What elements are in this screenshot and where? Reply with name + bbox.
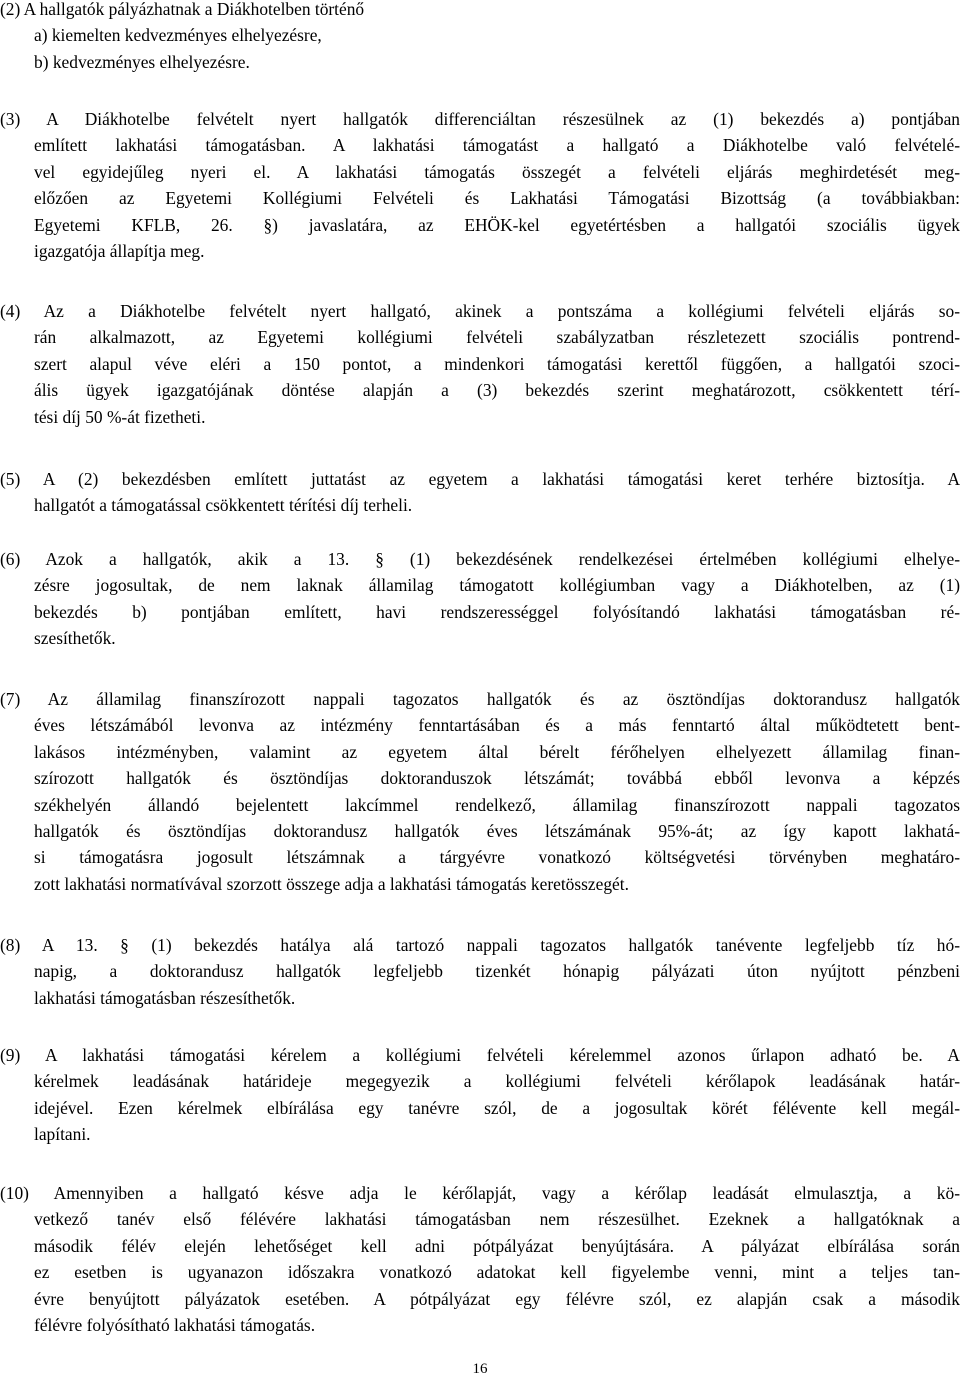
text-line: hallgatót a támogatással csökkentett térítési díj terheli. (34, 495, 413, 516)
text-line: előzően az Egyetemi Kollégiumi Felvételi és Lakhatási Támogatási Bizottság (a továbbiakban: (34, 188, 960, 209)
paragraph-p5 (0, 466, 960, 519)
text-line: (4) Az a Diákhotelbe felvételt nyert hallgató, akinek a pontszáma a kollégiumi felvételi eljárás so- (0, 301, 960, 321)
paragraph-p6 (0, 546, 960, 652)
text-line: lakhatási támogatásban részesíthetők. (34, 987, 296, 1008)
text-line: székhelyén állandó bejelentett lakcímmel rendelkező, államilag finanszírozott nappali tagozatos (34, 794, 960, 815)
text-line: második félév elején lehetőséget kell adni pótpályázat benyújtására. A pályázat elbírálása során (34, 1235, 960, 1256)
text-line: ez esetben is ugyanazon időszakra vonatkozó adatokat kell figyelembe venni, mint a teljes tan- (34, 1262, 960, 1283)
text-line: tési díj 50 %-át fizetheti. (34, 406, 206, 427)
text-line: ális ügyek igazgatójának döntése alapján a (3) bekezdés szerint meghatározott, csökkentett térí- (34, 380, 960, 401)
text-line: vel egyidejűleg nyeri el. A lakhatási támogatás összegét a felvételi eljárás meghirdetését meg- (34, 161, 960, 182)
text-line: zott lakhatási normatívával szorzott összege adja a lakhatási támogatás keretösszegét. (34, 873, 629, 894)
text-line: rán alkalmazott, az Egyetemi kollégiumi felvételi szabályzatban részletezett szociális pontrend- (34, 327, 960, 348)
text-line: vetkező tanév első félévére lakhatási támogatásban nem részesülhet. Ezeknek a hallgatóknak a (34, 1209, 960, 1230)
paragraph-p4 (0, 298, 960, 430)
page-number: 16 (472, 1361, 488, 1377)
text-line: említett lakhatási támogatásban. A lakhatási támogatást a hallgató a Diákhotelbe való felvételé- (34, 135, 960, 156)
text-line: hallgatók és ösztöndíjas doktorandusz hallgatók éves létszámának 95%-át; az így kapott lakhatá- (34, 820, 960, 841)
text-line: (8) A 13. § (1) bekezdés hatálya alá tartozó nappali tagozatos hallgatók tanévente legfeljebb tíz hó- (0, 935, 960, 955)
text-line: szírozott hallgatók és ösztöndíjas doktoranduszok létszámát; továbbá ebből levonva a képzés (34, 768, 960, 789)
text-line: kérelmek leadásának határideje megegyezik a kollégiumi felvételi kérőlapok leadásának határ- (34, 1071, 960, 1092)
text-line: félévre folyósítható lakhatási támogatás. (34, 1314, 316, 1335)
text-line: (6) Azok a hallgatók, akik a 13. § (1) bekezdésének rendelkezései értelmében kollégiumi elhelye- (0, 549, 960, 569)
paragraph-p3 (0, 106, 960, 264)
text-line: (5) A (2) bekezdésben említett juttatást az egyetem a lakhatási támogatási keret terhére biztosítja. A (0, 469, 960, 489)
paragraph-p10 (0, 1180, 960, 1338)
text-line: igazgatója állapítja meg. (34, 240, 205, 261)
text-line: (3) A Diákhotelbe felvételt nyert hallgatók differenciáltan részesülnek az (1) bekezdés a) pontjában (0, 109, 960, 129)
text-line: zésre jogosultak, de nem laknak államilag támogatott kollégiumban vagy a Diákhotelben, az (1) (34, 575, 960, 596)
text-line: (10) Amennyiben a hallgató késve adja le kérőlapját, vagy a kérőlap leadását elmulasztja, a kö- (0, 1183, 960, 1203)
text-line: (9) A lakhatási támogatási kérelem a kollégiumi felvételi kérelemmel azonos űrlapon adható be. A (0, 1045, 960, 1065)
text-line: (7) Az államilag finanszírozott nappali tagozatos hallgatók és az ösztöndíjas doktorandusz hallgatók (0, 689, 960, 709)
paragraph-p2 (0, 0, 960, 75)
text-line: si támogatásra jogosult létszámnak a tárgyévre vonatkozó költségvetési törvényben meghatáro- (34, 847, 960, 868)
text-line: éves létszámából levonva az intézmény fenntartásában és a más fenntartó által működtetett bent- (34, 715, 960, 736)
paragraph-p8 (0, 932, 960, 1011)
text-line: szert alapul véve eléri a 150 pontot, a mindenkori támogatási kerettől függően, a hallgatói szoci- (34, 353, 960, 374)
text-line: napig, a doktorandusz hallgatók legfeljebb tizenkét hónapig pályázati úton nyújtott pénzbeni (34, 961, 960, 982)
text-line: lapítani. (34, 1124, 91, 1145)
text-line: a) kiemelten kedvezményes elhelyezésre, (34, 25, 322, 46)
text-line: Egyetemi KFLB, 26. §) javaslatára, az EHÖK-kel egyetértésben a hallgatói szociális ügyek (34, 214, 960, 235)
paragraph-p7 (0, 686, 960, 897)
text-line: b) kedvezményes elhelyezésre. (34, 51, 250, 72)
text-line: lakásos intézményben, valamint az egyetem által bérelt férőhelyen elhelyezett államilag finan- (34, 741, 960, 762)
paragraph-p9 (0, 1042, 960, 1148)
text-line: (2) A hallgatók pályázhatnak a Diákhotelben történő (0, 0, 365, 19)
text-line: bekezdés b) pontjában említett, havi rendszerességgel folyósítandó lakhatási támogatásban ré- (34, 601, 960, 622)
text-line: idejével. Ezen kérelmek elbírálása egy tanévre szól, de a jogosultak körét félévente kell megál- (34, 1097, 960, 1118)
text-line: évre benyújtott pályázatok esetében. A pótpályázat egy félévre szól, ez alapján csak a második (34, 1288, 960, 1309)
text-line: szesíthetők. (34, 628, 116, 649)
